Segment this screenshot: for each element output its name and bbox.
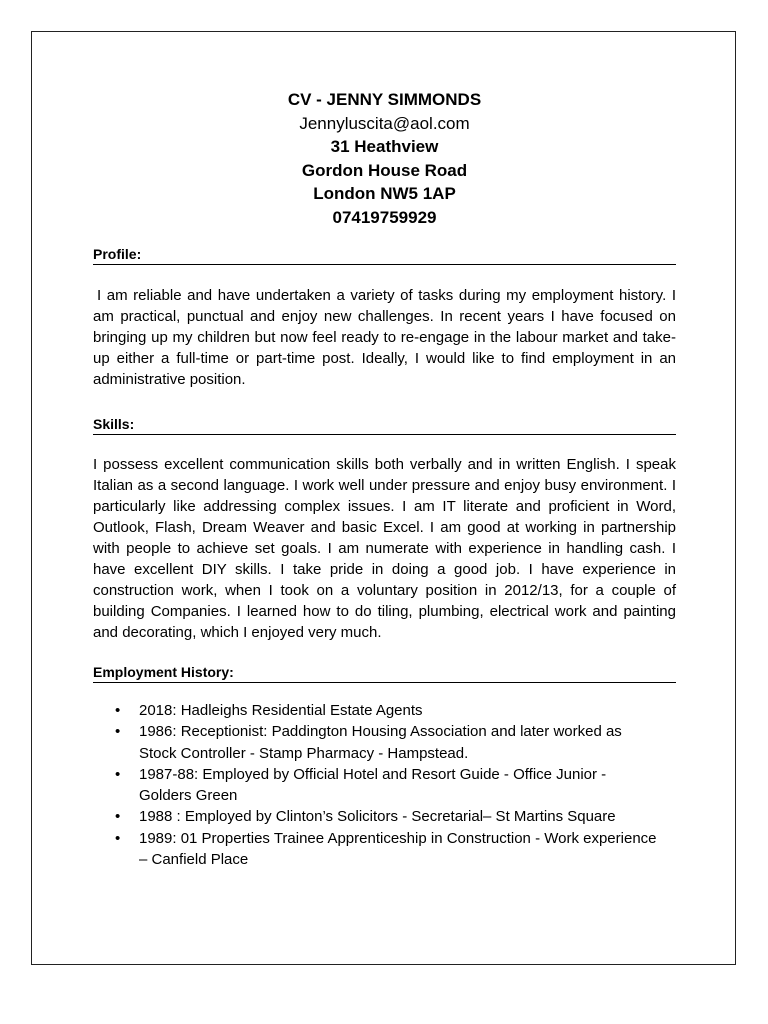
address-line-2: Gordon House Road <box>301 160 468 180</box>
address-line-1: 31 Heathview <box>330 137 439 156</box>
employment-divider <box>93 682 676 683</box>
bullet-icon: • <box>115 723 121 741</box>
employment-list <box>93 700 658 870</box>
profile-divider <box>93 264 676 265</box>
list-item: • 1987-88: Employed by Official Hotel and Resort Guide - Office Junior - Golders Green <box>115 765 607 805</box>
skills-text: I possess excellent communication skills both verbally and in written English. I speak Italian as a second language. I work well under pressure and enjoy busy environment. I particularly like addressing complex issues. I am IT literate and proficient in Word, Outlook, Flash, Dream Weaver and basic Excel. I am good at working in partnership with people to achieve set goals. I am numerate with experience in handling cash. I have excellent DIY skills. I take pride in doing a good job. I have experience in construction work, when I took on a voluntary position in 2012/13, for a couple of building Companies. I learned how to do tiling, plumbing, electrical work and painting and decorating, which I enjoyed very much. <box>93 456 676 641</box>
email: Jennyluscita@aol.com <box>299 113 470 133</box>
profile-text: I am reliable and have undertaken a variety of tasks during my employment history. I am practical, punctual and enjoy new challenges. In recent years I have focused on bringing up my children but now feel ready to re-engage in the labour market and take-up either a full-time or part-time post. Ideally, I would like to find employment in an administrative position. <box>93 287 676 388</box>
skills-heading: Skills: <box>93 416 135 432</box>
cv-document <box>93 88 676 870</box>
skills-section <box>93 415 676 643</box>
list-item: • 1988 : Employed by Clinton’s Solicitors - Secretarial– St Martins Square <box>93 806 658 827</box>
employment-heading: Employment History: <box>93 664 234 680</box>
bullet-icon: • <box>115 829 121 847</box>
profile-section <box>93 245 676 390</box>
profile-heading: Profile: <box>93 246 142 262</box>
cv-header <box>93 88 676 229</box>
list-item: • 1989: 01 Properties Trainee Apprenticeship in Construction - Work experience – Canfield Place <box>115 829 657 869</box>
bullet-icon: • <box>115 702 121 719</box>
bullet-icon: • <box>115 808 121 826</box>
cv-name: CV - JENNY SIMMONDS <box>287 90 482 109</box>
list-item: • 1986: Receptionist: Paddington Housing Association and later worked as Stock Controller - Stamp Pharmacy - Hampstead. <box>115 723 622 762</box>
bullet-icon: • <box>115 765 121 783</box>
phone-number: 07419759929 <box>332 207 437 227</box>
skills-divider <box>93 434 676 435</box>
list-item: • 2018: Hadleighs Residential Estate Agents <box>93 700 658 721</box>
employment-section <box>93 663 676 870</box>
address-line-3: London NW5 1AP <box>313 184 456 203</box>
